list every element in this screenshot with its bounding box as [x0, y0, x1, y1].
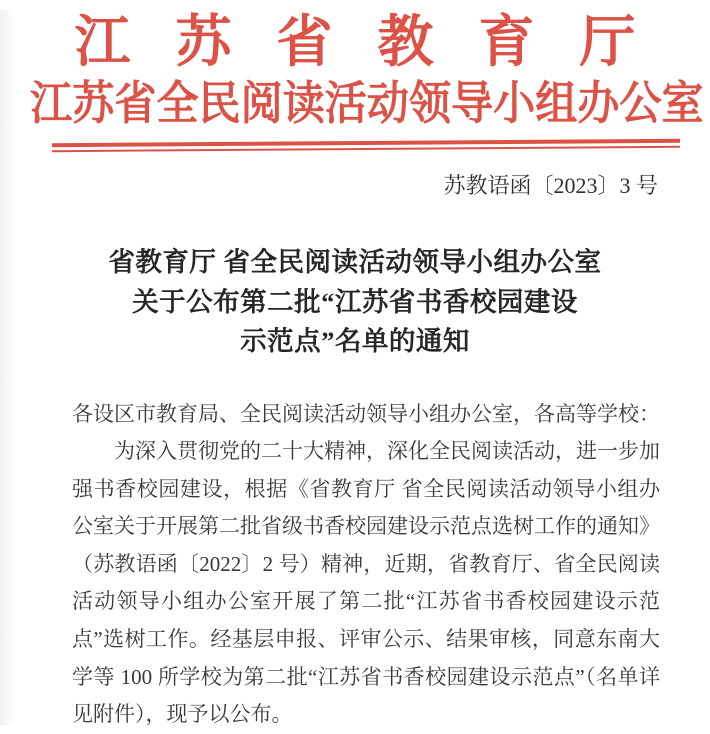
org-name-secondary: 江苏省全民阅读活动领导小组办公室 [30, 78, 704, 129]
salutation-line: 各设区市教育局、全民阅读活动领导小组办公室，各高等学校： [72, 401, 660, 426]
body-line: 活动领导小组办公室开展了第二批“江苏省书香校园建设示范 [72, 589, 660, 614]
document-title-line-2: 关于公布第二批“江苏省书香校园建设 [132, 286, 578, 317]
body-line: 为深入贯彻党的二十大精神，深化全民阅读活动，进一步加 [114, 439, 660, 464]
document-body [72, 396, 660, 734]
body-line: （苏教语函〔2022〕2 号）精神，近期，省教育厅、省全民阅读 [72, 551, 660, 576]
document-title [0, 243, 710, 362]
document-title-line-3: 示范点”名单的通知 [240, 326, 470, 356]
document-number: 苏教语函〔2023〕3 号 [443, 173, 658, 198]
body-line: 学等 100 所学校为第二批“江苏省书香校园建设示范点”（名单详 [72, 664, 660, 689]
letterhead [0, 10, 710, 150]
body-line: 公室关于开展第二批省级书香校园建设示范点选树工作的通知》 [72, 514, 660, 539]
document-page [0, 10, 710, 725]
body-line: 强书香校园建设，根据《省教育厅 省全民阅读活动领导小组办 [72, 476, 660, 501]
letterhead-divider-rule [52, 139, 680, 152]
org-name-primary: 江苏省教育厅 [74, 12, 681, 74]
body-line: 点”选树工作。经基层申报、评审公示、结果审核，同意东南大 [72, 627, 660, 652]
body-line-final: 见附件），现予以公布。 [72, 702, 293, 727]
document-title-line-1: 省教育厅 省全民阅读活动领导小组办公室 [108, 247, 602, 277]
